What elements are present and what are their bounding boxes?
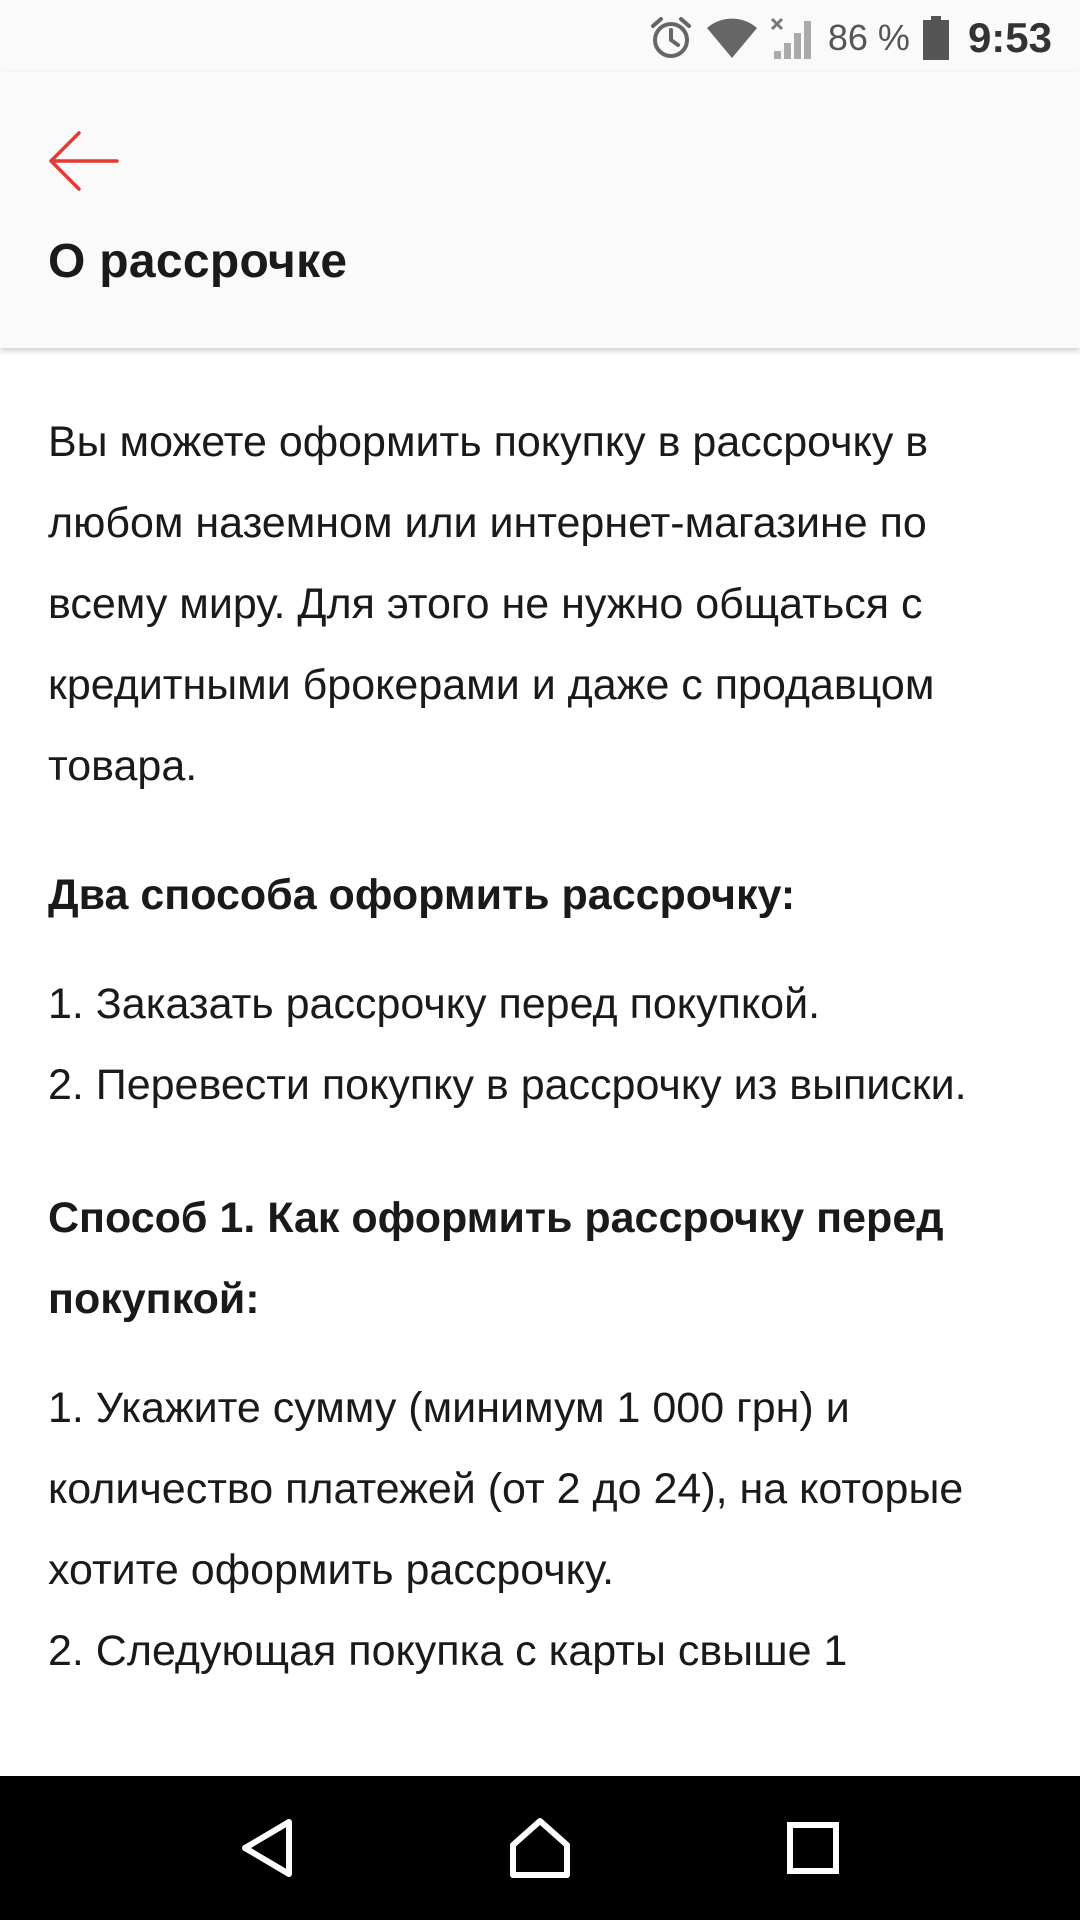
intro-paragraph: Вы можете оформить покупку в рассрочку в любом наземном или интернет-магазине по всему миру. Для этого не нужно общаться с кредитными брокерами и даже с продавцом товара.: [48, 418, 935, 790]
list-item: 1. Заказать рассрочку перед покупкой.: [48, 980, 821, 1028]
status-icons: [648, 10, 1052, 66]
method1-heading: Способ 1. Как оформить рассрочку перед покупкой:: [48, 1194, 944, 1323]
methods-heading: Два способа оформить рассрочку:: [48, 871, 796, 919]
battery-percent: 86 %: [827, 17, 910, 58]
clock: 9:53: [967, 14, 1052, 61]
nav-home-button[interactable]: [490, 1798, 590, 1898]
back-button[interactable]: [38, 116, 128, 206]
methods-list: [48, 964, 1032, 1126]
method1-steps-list: [48, 1368, 1032, 1692]
alarm-icon: [648, 15, 694, 61]
page-title: О рассрочке: [48, 235, 348, 288]
list-item: 1. Укажите сумму (минимум 1 000 грн) и количество платежей (от 2 до 24), на которые хотите оформить рассрочку.: [48, 1384, 964, 1594]
content-scroll-area[interactable]: [0, 348, 1080, 1776]
list-item: 2. Перевести покупку в рассрочку из выписки.: [48, 1061, 967, 1109]
recents-square-icon: [785, 1820, 841, 1876]
wifi-icon: [706, 16, 758, 60]
app-bar: [0, 72, 1080, 348]
arrow-left-icon: [45, 129, 121, 193]
home-icon: [507, 1815, 573, 1881]
nav-back-button[interactable]: [217, 1798, 317, 1898]
signal-icon: [770, 15, 816, 61]
battery-icon: [922, 15, 950, 61]
status-bar: [0, 0, 1080, 72]
list-item: 2. Следующая покупка с карты свыше 1: [48, 1627, 848, 1675]
back-triangle-icon: [237, 1816, 297, 1880]
nav-recents-button[interactable]: [763, 1798, 863, 1898]
navigation-bar: [0, 1776, 1080, 1920]
